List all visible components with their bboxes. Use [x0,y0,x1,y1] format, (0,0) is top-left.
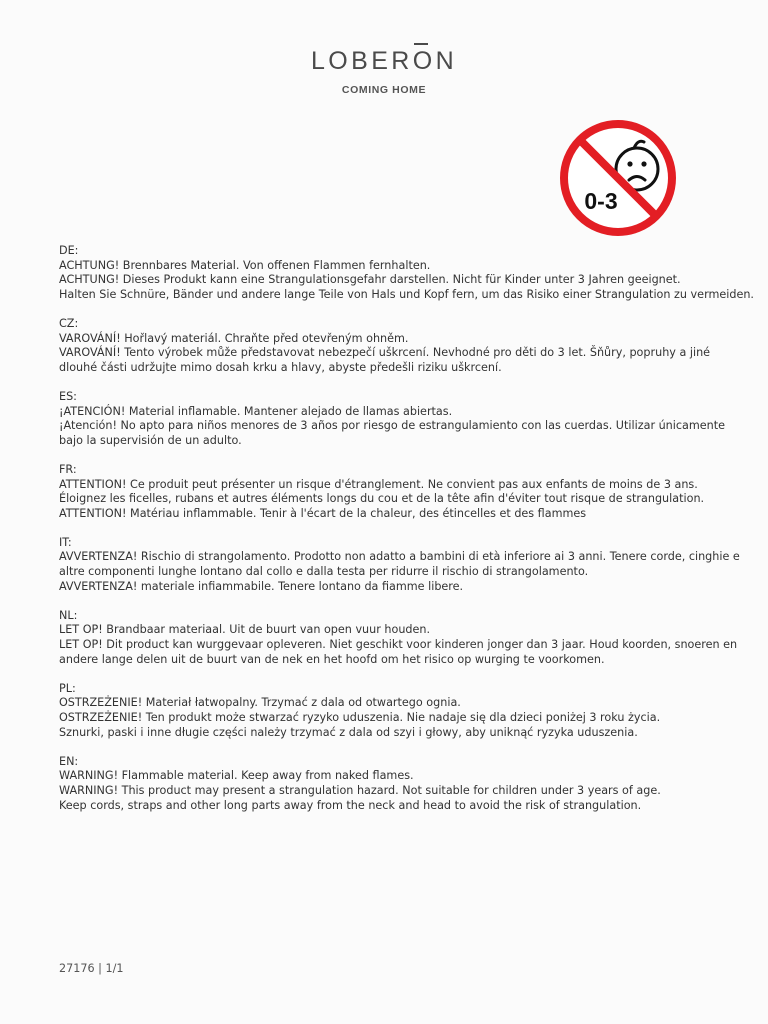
warning-line: LET OP! Dit product kan wurggevaar opleveren. Niet geschikt voor kinderen jonger dan 3 jaar. Houd koorden, snoeren en [59,638,738,652]
warning-line: VAROVÁNÍ! Hořlavý materiál. Chraňte před otevřeným ohněm. [59,331,409,345]
warning-line: ¡ATENCIÓN! Material inflamable. Mantener alejado de llamas abiertas. [59,404,453,418]
warning-line: ACHTUNG! Brennbares Material. Von offenen Flammen fernhalten. [59,258,431,272]
warning-line: VAROVÁNÍ! Tento výrobek může představovat nebezpečí uškrcení. Nevhodné pro děti do 3 let. Šňůry, popruhy a jiné [59,346,711,360]
age-label: 0-3 [584,188,618,214]
warning-line: Keep cords, straps and other long parts away from the neck and head to avoid the risk of strangulation. [59,798,642,812]
language-section [59,535,740,594]
warning-text-block [59,244,754,828]
language-code: IT: [59,535,72,549]
language-code: ES: [59,389,77,403]
language-code: FR: [59,462,77,476]
warning-line: Halten Sie Schnüre, Bänder und andere lange Teile von Hals und Kopf fern, um das Risiko einer Strangulation zu vermeiden. [59,287,754,301]
language-code: DE: [59,244,79,257]
warning-line: OSTRZEŻENIE! Ten produkt może stwarzać ryzyko uduszenia. Nie nadaje się dla dzieci poniżej 3 roku życia. [59,711,661,724]
warning-line: WARNING! Flammable material. Keep away from naked flames. [59,769,414,783]
warning-line: ATTENTION! Matériau inflammable. Tenir à l'écart de la chaleur, des étincelles et des flammes [59,506,587,520]
warning-line: AVVERTENZA! Rischio di strangolamento. Prodotto non adatto a bambini di età inferiore ai 3 anni. Tenere corde, cinghie e [59,550,740,564]
language-section [59,463,719,521]
language-section [59,682,719,740]
warning-line: altre componenti lunghe lontano dal collo e dalla testa per ridurre il rischio di strangolamento. [59,565,589,579]
warning-line: OSTRZEŻENIE! Materiał łatwopalny. Trzymać z dala od otwartego ognia. [59,696,461,710]
brand-logo [0,46,768,96]
brand-name [311,46,457,76]
warning-line: ¡Atención! No apto para niños menores de 3 años por riesgo de estrangulamiento con las cuerdas. Utilizar únicamente [59,419,726,433]
brand-tagline: COMING HOME [341,84,427,96]
page-reference: 27176 | 1/1 [59,962,124,975]
language-code: NL: [59,608,78,622]
language-code: CZ: [59,316,79,330]
warning-line: ATTENTION! Ce produit peut présenter un risque d'étranglement. Ne convient pas aux enfants de moins de 3 ans. [59,477,698,491]
language-code: EN: [59,754,79,768]
warning-line: AVVERTENZA! materiale infiammabile. Tenere lontano da fiamme libere. [59,579,464,593]
language-section [59,389,726,448]
warning-line: Éloignez les ficelles, rubans et autres éléments longs du cou et de la tête afin d'éviter tout risque de strangulation. [59,492,705,506]
warning-line: WARNING! This product may present a strangulation hazard. Not suitable for children under 3 years of age. [59,783,661,797]
language-code: PL: [59,681,76,695]
warning-line: andere lange delen uit de buurt van de nek en het hoofd om het risico op wurging te voorkomen. [59,652,605,666]
warning-line: Sznurki, paski i inne długie części należy trzymać z dala od szyi i głowy, aby uniknąć ryzyka uduszenia. [59,725,638,739]
warning-line: dlouhé části udržujte mimo dosah krku a hlavy, abyste předešli riziku uškrcení. [59,360,502,374]
language-section [59,317,719,375]
warning-line: LET OP! Brandbaar materiaal. Uit de buurt van open vuur houden. [59,623,431,637]
warning-line: bajo la supervisión de un adulto. [59,433,242,447]
language-section [59,608,738,667]
warning-line: ACHTUNG! Dieses Produkt kann eine Strangulationsgefahr darstellen. Nicht für Kinder unter 3 Jahren geeignet. [59,273,681,287]
no-children-under-3-icon [556,119,681,239]
language-section [59,755,719,813]
brand-wordmark: LOBERON [310,47,458,75]
logo-accent-bar [414,43,428,45]
language-section [59,244,754,302]
